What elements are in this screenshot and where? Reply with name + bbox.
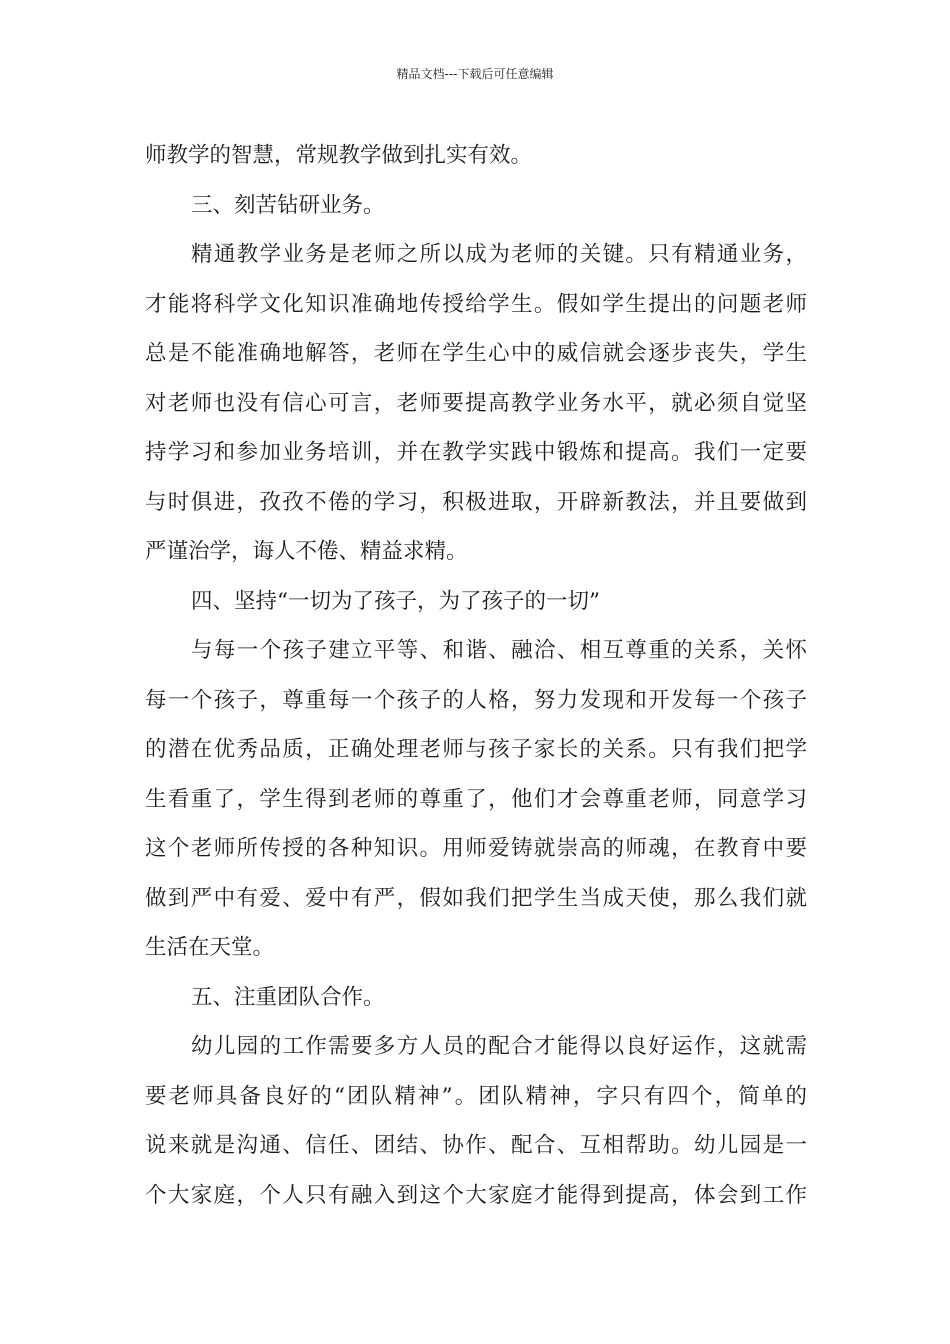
text-line: 师教学的智慧，常规教学做到扎实有效。 — [145, 143, 533, 168]
text-line: 每一个孩子，尊重每一个孩子的人格，努力发现和开发每一个孩子 — [145, 687, 807, 713]
text-line: 持学习和参加业务培训，并在教学实践中锻炼和提高。我们一定要 — [145, 440, 807, 465]
text-line: 做到严中有爱、爱中有严，假如我们把学生当成天使，那么我们就 — [145, 885, 807, 911]
text-line: 才能将科学文化知识准确地传授给学生。假如学生提出的问题老师 — [145, 291, 807, 317]
text-line: 要老师具备良好的“团队精神”。团队精神，字只有四个，简单的 — [145, 1083, 807, 1109]
text-line: 四、坚持“一切为了孩子，为了孩子的一切” — [191, 588, 600, 614]
text-line: 这个老师所传授的各种知识。用师爱铸就崇高的师魂，在教育中要 — [145, 836, 807, 861]
text-line: 说来就是沟通、信任、团结、协作、配合、互相帮助。幼儿园是一 — [145, 1133, 807, 1158]
text-line: 生看重了，学生得到老师的尊重了，他们才会尊重老师，同意学习 — [145, 786, 807, 812]
text-line: 精通教学业务是老师之所以成为老师的关键。只有精通业务， — [191, 242, 807, 267]
text-line: 幼儿园的工作需要多方人员的配合才能得以良好运作，这就需 — [191, 1034, 807, 1059]
text-line: 生活在天堂。 — [145, 935, 275, 960]
text-line: 对老师也没有信心可言，老师要提高教学业务水平，就必须自觉坚 — [145, 390, 807, 416]
text-line: 三、刻苦钻研业务。 — [191, 192, 385, 218]
text-line: 总是不能准确地解答，老师在学生心中的威信就会逐步丧失，学生 — [145, 341, 807, 366]
text-line: 与时俱进，孜孜不倦的学习，积极进取，开辟新教法，并且要做到 — [145, 489, 807, 515]
document-body — [145, 131, 807, 1220]
page-header: 精品文档---下载后可任意编辑 — [396, 67, 554, 81]
text-line: 个大家庭，个人只有融入到这个大家庭才能得到提高，体会到工作 — [145, 1182, 807, 1208]
text-line: 与每一个孩子建立平等、和谐、融洽、相互尊重的关系，关怀 — [191, 638, 807, 663]
text-line: 的潜在优秀品质，正确处理老师与孩子家长的关系。只有我们把学 — [145, 737, 807, 762]
text-line: 五、注重团队合作。 — [191, 984, 385, 1010]
text-line: 严谨治学，诲人不倦、精益求精。 — [145, 539, 468, 564]
